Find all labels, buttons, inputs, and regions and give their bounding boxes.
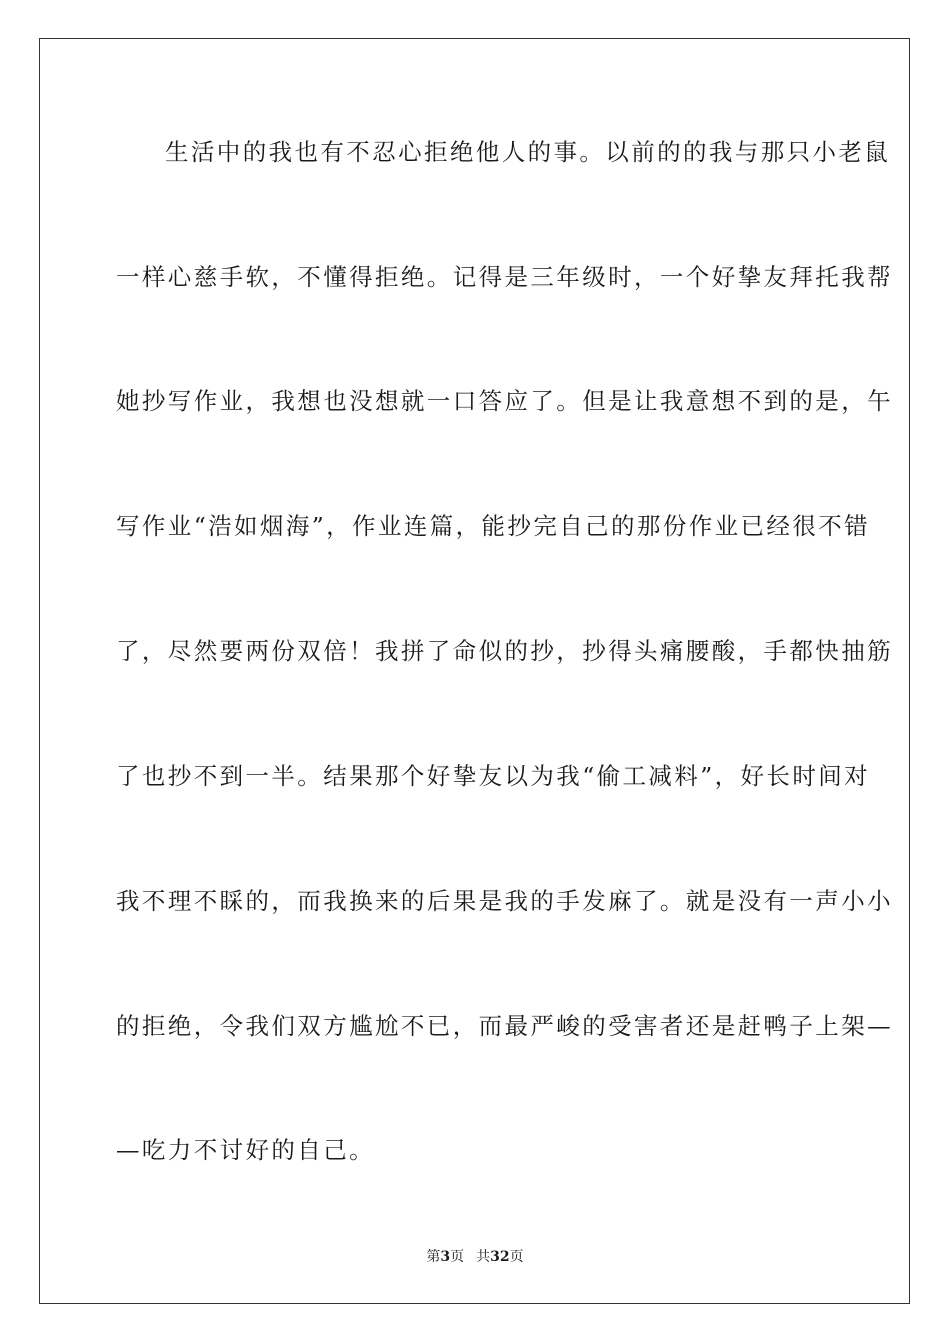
paragraph-line-3: 她抄写作业，我想也没想就一口答应了。但是让我意想不到的是，午: [116, 387, 893, 415]
page-prefix: 第: [426, 1249, 441, 1265]
paragraph-line-2: 一样心慈手软，不懂得拒绝。记得是三年级时，一个好挚友拜托我帮: [116, 263, 893, 291]
paragraph-line-5: 了，尽然要两份双倍！我拼了命似的抄，抄得头痛腰酸，手都快抽筋: [116, 637, 893, 665]
paragraph-line-9: —吃力不讨好的自己。: [116, 1136, 375, 1164]
paragraph-line-6: 了也抄不到一半。结果那个好挚友以为我“偷工减料”，好长时间对: [116, 762, 871, 790]
page-footer: [0, 1248, 950, 1266]
paragraph-line-7: 我不理不睬的，而我换来的后果是我的手发麻了。就是没有一声小小: [116, 887, 893, 915]
total-suffix: 页: [509, 1249, 524, 1265]
paragraph-line-4: 写作业“浩如烟海”，作业连篇，能抄完自己的那份作业已经很不错: [116, 512, 871, 540]
page-suffix: 页: [450, 1249, 465, 1265]
total-prefix: 共: [476, 1249, 491, 1265]
page-number: 3: [440, 1249, 451, 1265]
paragraph-line-8: 的拒绝，令我们双方尴尬不已，而最严峻的受害者还是赶鸭子上架—: [116, 1012, 893, 1040]
paragraph-line-1: 生活中的我也有不忍心拒绝他人的事。以前的的我与那只小老鼠: [165, 138, 891, 166]
total-pages: 32: [490, 1249, 510, 1265]
page-border: [39, 38, 910, 1304]
